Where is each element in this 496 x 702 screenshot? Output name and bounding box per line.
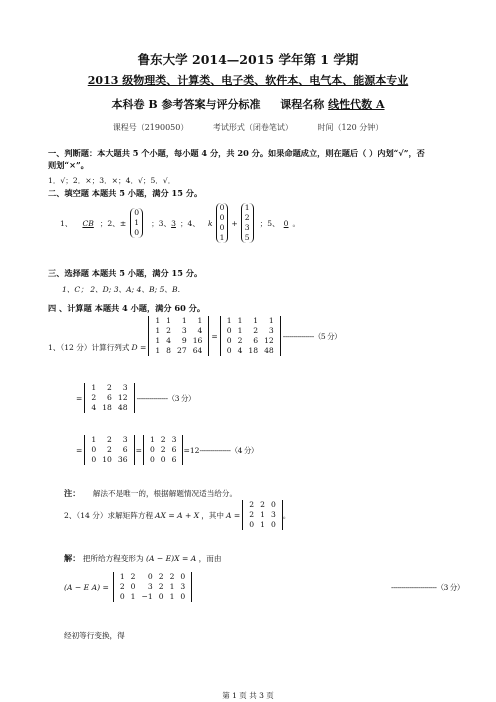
matrix-cell: 1	[91, 383, 97, 392]
matrix-cell: 2	[253, 326, 259, 335]
matrix-cell: 1	[155, 336, 161, 345]
matrix-cell: 0	[226, 336, 232, 345]
section2-heading: 二、填空题 本题共 5 小题，满分 15 分。	[48, 188, 203, 198]
q2-equation: AX = A + X	[155, 510, 200, 520]
matrix-cell: 2	[160, 435, 166, 444]
matrix-cell: 0	[270, 520, 276, 529]
matrix-row	[147, 455, 180, 465]
a2-v0: 0	[134, 208, 140, 217]
q1-score2: ---------------（3 分）	[136, 393, 196, 403]
matrix-row	[246, 520, 279, 530]
matrix-cell: 1	[226, 316, 232, 325]
a4-v1-0: 0	[219, 203, 225, 212]
matrix-cell: 12	[117, 393, 128, 402]
matrix-cell: 4	[91, 403, 97, 412]
matrix-row	[224, 336, 277, 346]
matrix-row	[152, 336, 205, 346]
matrix-cell: 2	[160, 445, 166, 454]
matrix-cell: 1	[169, 582, 175, 591]
matrix-cell: 0	[270, 500, 276, 509]
sol-label: 解：	[64, 553, 81, 563]
matrix-cell: 0	[160, 455, 166, 464]
exam-meta	[0, 122, 496, 133]
matrix-cell: 6	[107, 393, 112, 402]
paper-line	[0, 96, 496, 112]
matrix-cell: 18	[102, 403, 112, 412]
matrix-cell: 4	[197, 326, 203, 335]
matrix-cell: 2	[158, 572, 164, 581]
section2-answers: 1、 CB ；2、± 0 1 0 ；3、 3 ；4、 k 0 0 0 1 + 1 2 3 5 ；5、 0 。	[60, 203, 301, 242]
matrix-row	[88, 383, 130, 393]
matrix-cell: 2	[107, 435, 112, 444]
matrix-cell: 2	[119, 582, 125, 591]
matrix-row	[224, 316, 277, 326]
matrix-cell: 2	[107, 383, 112, 392]
matrix-cell: 48	[117, 403, 128, 412]
matrix-cell: 3	[181, 326, 187, 335]
sol-eq: (A − E)X = A	[145, 554, 197, 563]
matrix-cell: 3	[268, 326, 274, 335]
section1-heading-line1: 一、判断题：本大题共 5 个小题，每小题 4 分，共 20 分。如果命题成立，则在题后（ ）内划“√”，否	[48, 148, 425, 158]
last-line: 经初等行变换，得	[64, 631, 125, 640]
matrix-cell: 8	[166, 346, 172, 355]
q1-matrix1	[148, 316, 209, 356]
matrix-cell: 1	[155, 346, 161, 355]
q2-A: A =	[226, 510, 241, 520]
section3-heading: 三、选择题 本题共 5 小题，满分 15 分。	[48, 268, 203, 278]
a4-prefix: ；4、	[179, 218, 200, 228]
sol-text: 把所给方程变形为	[82, 554, 144, 563]
section1-answers: 1．√；2．×；3．×；4．√；5．√．	[48, 176, 176, 185]
matrix-row	[88, 435, 130, 445]
matrix-cell: 2	[130, 572, 136, 581]
matrix-cell: 2	[169, 572, 175, 581]
note-text: 解法不是唯一的，根据解题情况适当给分。	[92, 489, 238, 498]
q1-step3: = 1 2 3 0 2 6 0 10 36 = 1 2 3 0 2 6 0 0 6 =12 ---------------（4 分）	[76, 435, 259, 464]
matrix-cell: 6	[171, 445, 177, 454]
matrix-cell: 1	[149, 435, 155, 444]
matrix-cell: 12	[264, 336, 274, 345]
section1-heading-line2: 则划“×”。	[48, 160, 89, 170]
matrix-cell: 1	[119, 572, 125, 581]
matrix-cell: 1	[237, 326, 243, 335]
q1-matrix2	[220, 316, 281, 356]
matrix-cell: 2	[166, 326, 172, 335]
note-line	[64, 488, 237, 499]
a4-vector1	[216, 203, 229, 243]
q2-where: ，其中	[201, 510, 224, 520]
matrix-row	[152, 326, 205, 336]
matrix-cell: 0	[91, 445, 97, 454]
matrix-cell: 1	[237, 316, 243, 325]
matrix-cell: 1	[155, 326, 161, 335]
solution-line	[64, 553, 221, 564]
matrix-cell: 1	[169, 592, 175, 601]
matrix-cell: 1	[197, 316, 203, 325]
a4-v1-2: 0	[219, 223, 225, 232]
matrix-cell: 1	[260, 520, 265, 529]
matrix-row	[246, 510, 279, 520]
a5-prefix: ；5、	[259, 218, 280, 228]
q2-row	[64, 500, 290, 530]
matrix-cell: 1	[130, 592, 136, 601]
matrix-cell: 3	[147, 582, 153, 591]
matrix-cell: 3	[122, 435, 128, 444]
matrix-row	[88, 403, 130, 413]
matrix-row	[147, 445, 180, 455]
matrix-row	[224, 346, 277, 356]
course-name: 线性代数 A	[328, 98, 385, 111]
matrix-cell: 0	[91, 455, 97, 464]
matrix-cell: 1	[166, 316, 172, 325]
exam-form: 考试形式（闭卷笔试）	[212, 123, 293, 132]
matrix-cell: 48	[264, 346, 274, 355]
matrix-cell: 3	[171, 435, 177, 444]
matrix-row	[152, 316, 205, 326]
matrix-cell: 1	[260, 510, 265, 519]
a4-v2-3: 5	[244, 233, 250, 242]
note-label: 注：	[64, 488, 81, 498]
matrix-row	[224, 326, 277, 336]
a4-k: k	[207, 218, 213, 228]
matrix-row	[246, 500, 279, 510]
matrix-cell: 27	[177, 346, 187, 355]
section3-answers: 1、C； 2、D; 3、A; 4、B; 5、B.	[62, 285, 181, 294]
aug-matrix	[113, 572, 192, 602]
aug-row	[64, 572, 464, 602]
matrix-row	[88, 455, 130, 465]
matrix-cell: 6	[253, 336, 259, 345]
a3-answer: 3	[171, 218, 176, 228]
matrix-cell: 0	[226, 346, 232, 355]
matrix-cell: 9	[181, 336, 187, 345]
matrix-row	[117, 582, 188, 592]
matrix-cell: 4	[237, 346, 243, 355]
a4-v2-2: 3	[244, 223, 250, 232]
a5-answer: 0	[283, 218, 289, 228]
a4-v1-1: 0	[219, 213, 225, 222]
matrix-cell: 4	[166, 336, 172, 345]
matrix-cell: 2	[249, 500, 255, 509]
matrix-cell: 1	[181, 316, 187, 325]
matrix-cell: 6	[171, 455, 177, 464]
matrix-cell: 2	[249, 510, 255, 519]
q1-row: 1、（12 分）计算行列式 D = 1 1 1 1 1 2 3 4 1 4 9 16 1 8 27 64 = 1 1 1 1 0 1 2 3 0 2 6 12 0 4 18 48 ---------------（5 分）	[48, 316, 342, 355]
aug-score: ----------------------（3 分）	[391, 582, 464, 592]
matrix-row	[147, 435, 180, 445]
aug-label: (A − E A) =	[64, 582, 109, 592]
matrix-cell: 1	[253, 316, 259, 325]
matrix-cell: 36	[117, 455, 128, 464]
q1-step2: = 1 2 3 2 6 12 4 18 48 ---------------（3 分）	[76, 383, 196, 412]
section4-heading: 四 、计算题 本题共 4 小题，满分 60 分。	[48, 303, 206, 313]
page-title: 鲁东大学 2014—2015 学年第 1 学期	[137, 52, 359, 67]
matrix-cell: 3	[122, 383, 128, 392]
matrix-cell: 0	[249, 520, 255, 529]
matrix-cell: 0	[226, 326, 232, 335]
matrix-cell: 18	[248, 346, 259, 355]
a4-v2-1: 2	[244, 213, 250, 222]
course-label: 课程名称	[280, 98, 325, 111]
q1-score1: ---------------（5 分）	[282, 331, 342, 341]
a2-v2: 0	[134, 228, 140, 237]
page-footer: 第 1 页 共 3 页	[222, 691, 274, 700]
a4-v1-3: 1	[219, 233, 225, 242]
paper-type: 本科卷 B 参考答案与评分标准	[111, 98, 261, 111]
page-subtitle	[0, 72, 496, 88]
a2-prefix: ；2、±	[99, 218, 127, 228]
matrix-cell: −1	[141, 592, 153, 601]
q1-D: D =	[131, 342, 147, 352]
matrix-cell: 0	[158, 592, 164, 601]
a4-v2-0: 1	[244, 203, 250, 212]
a2-v1: 1	[134, 218, 140, 227]
matrix-row	[117, 592, 188, 602]
matrix-row	[88, 393, 130, 403]
a4-plus: +	[231, 218, 238, 228]
a5-end: 。	[292, 218, 301, 228]
course-code: 课程号（2190050）	[112, 123, 189, 132]
matrix-cell: 0	[180, 592, 186, 601]
sol-end: ，而由	[198, 554, 222, 563]
q2-matrix	[242, 500, 283, 530]
a2-vector	[130, 208, 143, 238]
q1-prefix: 1、（12 分）计算行列式	[48, 342, 130, 352]
matrix-cell: 10	[102, 455, 112, 464]
q1-matrix4	[84, 435, 134, 465]
matrix-cell: 1	[155, 316, 161, 325]
matrix-row	[88, 445, 130, 455]
matrix-row	[117, 572, 188, 582]
matrix-cell: 2	[91, 393, 97, 402]
a1-prefix: 1、	[60, 218, 73, 228]
matrix-cell: 2	[237, 336, 243, 345]
q2-end: 。	[282, 510, 291, 520]
matrix-row	[152, 346, 205, 356]
matrix-cell: 3	[180, 582, 186, 591]
a1-answer: CB	[82, 218, 94, 228]
q2-prefix: 2、（14 分）求解矩阵方程	[64, 510, 154, 520]
matrix-cell: 0	[130, 582, 136, 591]
matrix-cell: 64	[192, 346, 203, 355]
matrix-cell: 1	[91, 435, 97, 444]
matrix-cell: 3	[270, 510, 276, 519]
major-list: 2013 级物理类、计算类、电子类、软件本、电气本、能源本专业	[87, 74, 409, 87]
exam-time: 时间（120 分钟）	[317, 123, 384, 132]
q1-matrix5	[143, 435, 184, 465]
matrix-cell: 16	[192, 336, 203, 345]
q1-matrix3	[84, 383, 134, 413]
matrix-cell: 0	[149, 455, 155, 464]
matrix-cell: 2	[260, 500, 265, 509]
matrix-cell: 6	[122, 445, 128, 454]
matrix-cell: 0	[119, 592, 125, 601]
matrix-cell: 0	[147, 572, 153, 581]
matrix-cell: 2	[107, 445, 112, 454]
matrix-cell: 2	[158, 582, 164, 591]
matrix-cell: 0	[180, 572, 186, 581]
q1-score3: ---------------（4 分）	[199, 445, 259, 455]
matrix-cell: 0	[149, 445, 155, 454]
q1-result: =12	[183, 445, 200, 455]
matrix-cell: 1	[268, 316, 274, 325]
a4-vector2	[241, 203, 254, 243]
